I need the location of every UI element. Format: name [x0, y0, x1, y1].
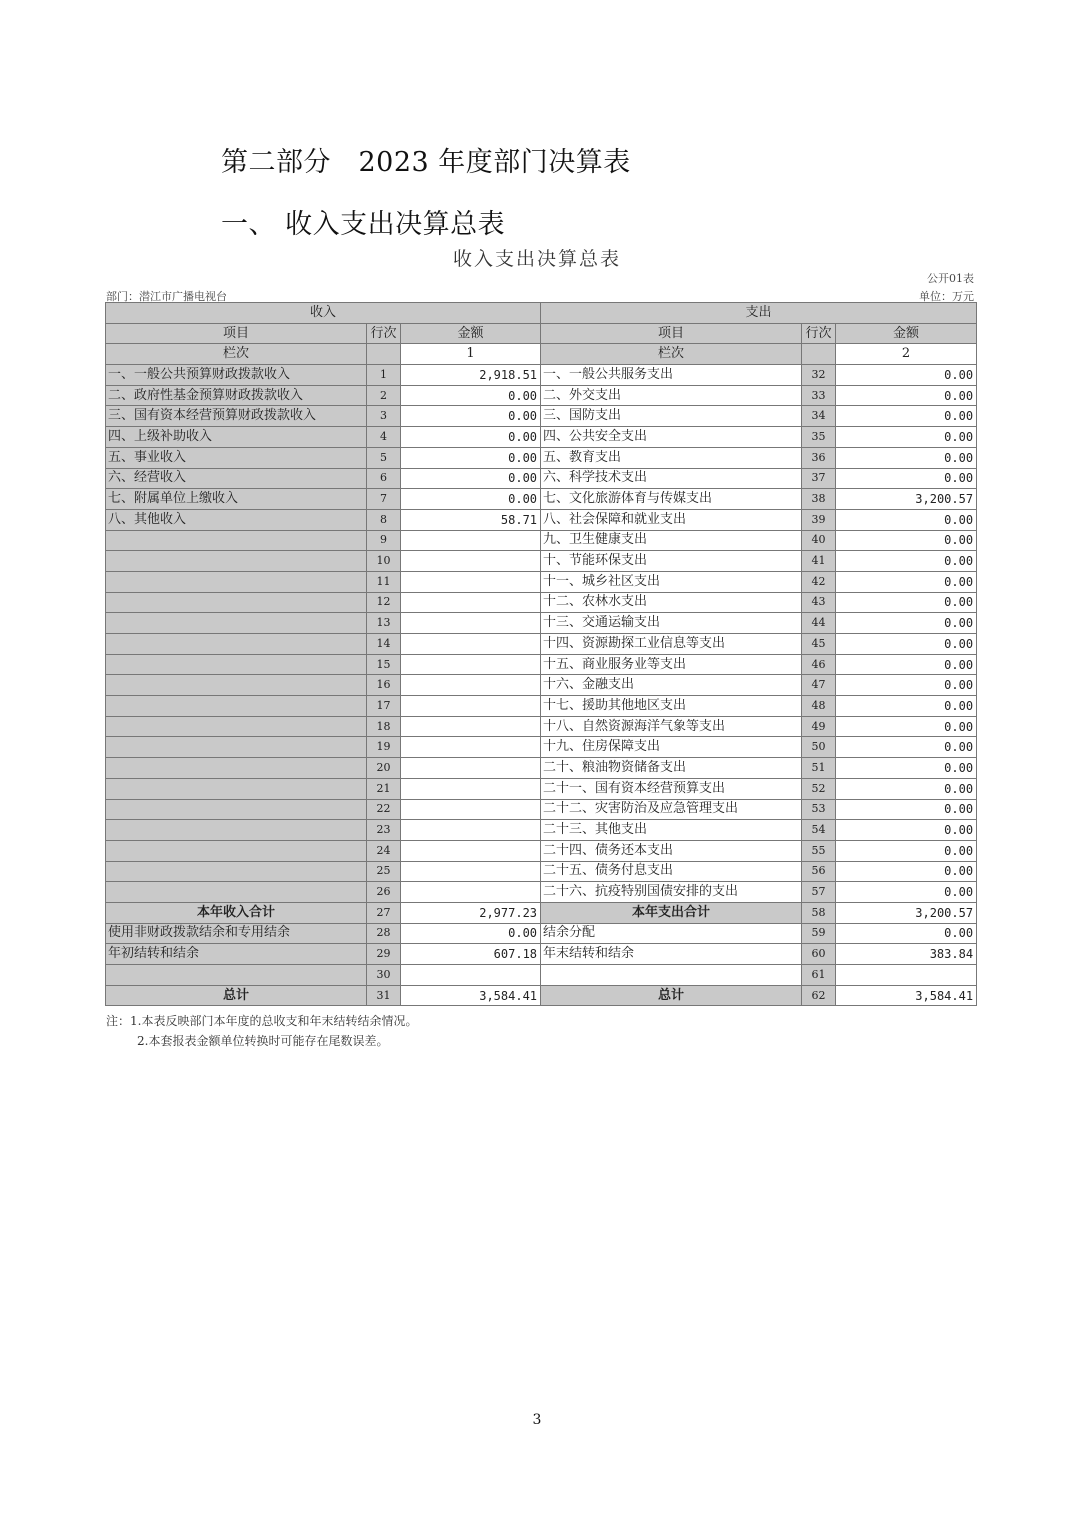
income-row-no: 23 — [367, 820, 401, 841]
expense-item: 二十一、国有资本经营预算支出 — [541, 778, 802, 799]
expense-amount: 0.00 — [836, 820, 977, 841]
expense-column-label: 栏次 — [541, 344, 802, 365]
expense-row-no: 56 — [802, 861, 836, 882]
expense-item: 二十、粮油物资储备支出 — [541, 758, 802, 779]
income-row-no: 25 — [367, 861, 401, 882]
income-row-no: 7 — [367, 489, 401, 510]
expense-column-blank — [802, 344, 836, 365]
income-item — [106, 696, 367, 717]
table-row — [106, 737, 977, 758]
table-row — [106, 613, 977, 634]
expense-amount: 0.00 — [836, 778, 977, 799]
expense-row-no: 59 — [802, 923, 836, 944]
income-item — [106, 737, 367, 758]
expense-row-no: 42 — [802, 571, 836, 592]
income-row-no: 14 — [367, 634, 401, 655]
expense-amount: 0.00 — [836, 696, 977, 717]
table-row — [106, 509, 977, 530]
expense-row-no: 60 — [802, 944, 836, 965]
expense-row-no: 44 — [802, 613, 836, 634]
income-row-no: 30 — [367, 965, 401, 986]
income-item — [106, 820, 367, 841]
expense-row-no: 34 — [802, 406, 836, 427]
income-item: 二、政府性基金预算财政拨款收入 — [106, 385, 367, 406]
expense-item: 十九、住房保障支出 — [541, 737, 802, 758]
unit-label: 单位：万元 — [919, 290, 974, 303]
income-item: 四、上级补助收入 — [106, 427, 367, 448]
expense-item: 十四、资源勘探工业信息等支出 — [541, 634, 802, 655]
expense-item: 十三、交通运输支出 — [541, 613, 802, 634]
expense-amount: 0.00 — [836, 861, 977, 882]
table-row — [106, 592, 977, 613]
budget-summary-table — [105, 302, 977, 1006]
expense-amount: 0.00 — [836, 447, 977, 468]
income-amount: 0.00 — [401, 489, 541, 510]
table-row — [106, 675, 977, 696]
expense-row-no: 43 — [802, 592, 836, 613]
table-row — [106, 882, 977, 903]
expense-item: 二十四、债务还本支出 — [541, 840, 802, 861]
expense-column-number: 2 — [836, 344, 977, 365]
expense-item: 二十六、抗疫特别国债安排的支出 — [541, 882, 802, 903]
income-item — [106, 654, 367, 675]
expense-rowno-header: 行次 — [802, 323, 836, 344]
expense-amount: 0.00 — [836, 509, 977, 530]
expense-item-header: 项目 — [541, 323, 802, 344]
page-number: 3 — [532, 1412, 542, 1428]
table-row — [106, 778, 977, 799]
income-amount — [401, 592, 541, 613]
income-item — [106, 882, 367, 903]
expense-item: 七、文化旅游体育与传媒支出 — [541, 489, 802, 510]
table-row — [106, 571, 977, 592]
expense-amount: 0.00 — [836, 654, 977, 675]
income-item: 总计 — [106, 985, 367, 1006]
income-row-no: 16 — [367, 675, 401, 696]
table-row — [106, 716, 977, 737]
income-item: 三、国有资本经营预算财政拨款收入 — [106, 406, 367, 427]
income-item — [106, 840, 367, 861]
expense-item: 本年支出合计 — [541, 902, 802, 923]
expense-item: 二、外交支出 — [541, 385, 802, 406]
expense-row-no: 35 — [802, 427, 836, 448]
expense-row-no: 50 — [802, 737, 836, 758]
income-row-no: 6 — [367, 468, 401, 489]
expense-amount: 3,200.57 — [836, 489, 977, 510]
income-row-no: 3 — [367, 406, 401, 427]
table-row — [106, 965, 977, 986]
income-amount — [401, 778, 541, 799]
expense-amount: 0.00 — [836, 923, 977, 944]
expense-row-no: 39 — [802, 509, 836, 530]
income-row-no: 24 — [367, 840, 401, 861]
expense-row-no: 38 — [802, 489, 836, 510]
expense-row-no: 40 — [802, 530, 836, 551]
expense-row-no: 55 — [802, 840, 836, 861]
table-row — [106, 551, 977, 572]
income-amount: 0.00 — [401, 406, 541, 427]
table-row — [106, 447, 977, 468]
income-row-no: 28 — [367, 923, 401, 944]
expense-item: 十六、金融支出 — [541, 675, 802, 696]
income-row-no: 26 — [367, 882, 401, 903]
income-amount — [401, 799, 541, 820]
expense-row-no: 46 — [802, 654, 836, 675]
expense-row-no: 37 — [802, 468, 836, 489]
expense-header: 支出 — [541, 303, 977, 324]
income-item: 年初结转和结余 — [106, 944, 367, 965]
income-item — [106, 965, 367, 986]
income-item — [106, 778, 367, 799]
income-item: 八、其他收入 — [106, 509, 367, 530]
expense-item: 十、节能环保支出 — [541, 551, 802, 572]
expense-amount: 0.00 — [836, 882, 977, 903]
income-header: 收入 — [106, 303, 541, 324]
expense-item: 六、科学技术支出 — [541, 468, 802, 489]
expense-amount: 0.00 — [836, 716, 977, 737]
income-row-no: 17 — [367, 696, 401, 717]
income-item: 使用非财政拨款结余和专用结余 — [106, 923, 367, 944]
expense-item: 三、国防支出 — [541, 406, 802, 427]
income-amount-header: 金额 — [401, 323, 541, 344]
expense-row-no: 36 — [802, 447, 836, 468]
expense-amount: 0.00 — [836, 406, 977, 427]
income-row-no: 31 — [367, 985, 401, 1006]
income-row-no: 27 — [367, 902, 401, 923]
income-row-no: 1 — [367, 365, 401, 386]
department-label: 部门：潜江市广播电视台 — [106, 290, 227, 303]
note-1: 注：1.本表反映部门本年度的总收支和年末结转结余情况。 — [106, 1014, 418, 1028]
expense-row-no: 47 — [802, 675, 836, 696]
expense-amount: 0.00 — [836, 613, 977, 634]
income-row-no: 12 — [367, 592, 401, 613]
form-id: 公开01表 — [927, 272, 974, 285]
income-amount — [401, 840, 541, 861]
expense-row-no: 52 — [802, 778, 836, 799]
expense-item: 九、卫生健康支出 — [541, 530, 802, 551]
income-amount: 0.00 — [401, 923, 541, 944]
expense-item: 十七、援助其他地区支出 — [541, 696, 802, 717]
income-amount — [401, 654, 541, 675]
income-amount — [401, 613, 541, 634]
expense-row-no: 57 — [802, 882, 836, 903]
income-row-no: 5 — [367, 447, 401, 468]
expense-item: 四、公共安全支出 — [541, 427, 802, 448]
table-row — [106, 985, 977, 1006]
income-amount — [401, 861, 541, 882]
income-item — [106, 861, 367, 882]
income-amount — [401, 571, 541, 592]
expense-item — [541, 965, 802, 986]
table-row — [106, 385, 977, 406]
expense-amount: 0.00 — [836, 530, 977, 551]
income-rowno-header: 行次 — [367, 323, 401, 344]
table-row — [106, 489, 977, 510]
expense-amount: 0.00 — [836, 758, 977, 779]
expense-row-no: 54 — [802, 820, 836, 841]
income-amount — [401, 737, 541, 758]
income-row-no: 15 — [367, 654, 401, 675]
expense-row-no: 41 — [802, 551, 836, 572]
table-row — [106, 406, 977, 427]
table-row — [106, 840, 977, 861]
income-amount: 3,584.41 — [401, 985, 541, 1006]
income-row-no: 11 — [367, 571, 401, 592]
income-item — [106, 634, 367, 655]
expense-row-no: 58 — [802, 902, 836, 923]
expense-item: 十八、自然资源海洋气象等支出 — [541, 716, 802, 737]
income-row-no: 29 — [367, 944, 401, 965]
income-amount: 2,918.51 — [401, 365, 541, 386]
expense-item: 十二、农林水支出 — [541, 592, 802, 613]
income-item: 六、经营收入 — [106, 468, 367, 489]
expense-item: 一、一般公共服务支出 — [541, 365, 802, 386]
expense-amount: 0.00 — [836, 634, 977, 655]
income-amount — [401, 716, 541, 737]
expense-item: 总计 — [541, 985, 802, 1006]
table-row — [106, 654, 977, 675]
table-body — [106, 365, 977, 1006]
expense-row-no: 53 — [802, 799, 836, 820]
income-item — [106, 716, 367, 737]
expense-row-no: 61 — [802, 965, 836, 986]
section-title: 一、 收入支出决算总表 — [221, 209, 506, 240]
expense-item: 十一、城乡社区支出 — [541, 571, 802, 592]
expense-amount: 0.00 — [836, 468, 977, 489]
expense-row-no: 51 — [802, 758, 836, 779]
income-item: 本年收入合计 — [106, 902, 367, 923]
income-amount — [401, 530, 541, 551]
expense-row-no: 45 — [802, 634, 836, 655]
income-row-no: 20 — [367, 758, 401, 779]
income-item — [106, 530, 367, 551]
income-amount — [401, 675, 541, 696]
expense-amount: 0.00 — [836, 551, 977, 572]
table-row — [106, 530, 977, 551]
income-item: 七、附属单位上缴收入 — [106, 489, 367, 510]
table-row — [106, 923, 977, 944]
expense-item: 结余分配 — [541, 923, 802, 944]
expense-row-no: 33 — [802, 385, 836, 406]
table-row — [106, 758, 977, 779]
expense-amount: 383.84 — [836, 944, 977, 965]
table-row — [106, 365, 977, 386]
expense-amount: 3,200.57 — [836, 902, 977, 923]
income-amount — [401, 634, 541, 655]
expense-item: 年末结转和结余 — [541, 944, 802, 965]
page-heading: 第二部分 2023 年度部门决算表 — [221, 147, 631, 178]
income-column-blank — [367, 344, 401, 365]
table-row — [106, 427, 977, 448]
note-2: 2.本套报表金额单位转换时可能存在尾数误差。 — [137, 1034, 389, 1048]
income-item-header: 项目 — [106, 323, 367, 344]
expense-row-no: 62 — [802, 985, 836, 1006]
income-amount — [401, 820, 541, 841]
table-row — [106, 861, 977, 882]
income-item — [106, 571, 367, 592]
income-item: 五、事业收入 — [106, 447, 367, 468]
income-item — [106, 799, 367, 820]
income-row-no: 2 — [367, 385, 401, 406]
income-row-no: 8 — [367, 509, 401, 530]
expense-item: 十五、商业服务业等支出 — [541, 654, 802, 675]
income-row-no: 18 — [367, 716, 401, 737]
income-amount — [401, 758, 541, 779]
income-amount: 0.00 — [401, 385, 541, 406]
income-amount: 0.00 — [401, 447, 541, 468]
expense-amount: 0.00 — [836, 365, 977, 386]
expense-amount: 0.00 — [836, 799, 977, 820]
table-row — [106, 944, 977, 965]
income-item — [106, 613, 367, 634]
table-caption: 收入支出决算总表 — [452, 248, 621, 270]
expense-item: 二十三、其他支出 — [541, 820, 802, 841]
income-amount — [401, 882, 541, 903]
income-item — [106, 551, 367, 572]
income-amount: 2,977.23 — [401, 902, 541, 923]
income-amount: 0.00 — [401, 427, 541, 448]
expense-amount: 0.00 — [836, 737, 977, 758]
income-row-no: 21 — [367, 778, 401, 799]
expense-amount: 0.00 — [836, 385, 977, 406]
income-amount: 0.00 — [401, 468, 541, 489]
income-row-no: 9 — [367, 530, 401, 551]
expense-item: 五、教育支出 — [541, 447, 802, 468]
income-amount — [401, 965, 541, 986]
income-item — [106, 592, 367, 613]
income-amount: 607.18 — [401, 944, 541, 965]
income-amount — [401, 696, 541, 717]
income-amount: 58.71 — [401, 509, 541, 530]
income-item — [106, 675, 367, 696]
expense-item: 二十二、灾害防治及应急管理支出 — [541, 799, 802, 820]
income-item — [106, 758, 367, 779]
table-row — [106, 820, 977, 841]
expense-amount-header: 金额 — [836, 323, 977, 344]
income-item: 一、一般公共预算财政拨款收入 — [106, 365, 367, 386]
expense-row-no: 32 — [802, 365, 836, 386]
expense-amount: 0.00 — [836, 592, 977, 613]
expense-amount — [836, 965, 977, 986]
expense-amount: 0.00 — [836, 675, 977, 696]
income-row-no: 19 — [367, 737, 401, 758]
expense-amount: 0.00 — [836, 427, 977, 448]
expense-amount: 3,584.41 — [836, 985, 977, 1006]
income-row-no: 22 — [367, 799, 401, 820]
income-row-no: 13 — [367, 613, 401, 634]
income-column-number: 1 — [401, 344, 541, 365]
expense-item: 二十五、债务付息支出 — [541, 861, 802, 882]
expense-item: 八、社会保障和就业支出 — [541, 509, 802, 530]
income-row-no: 10 — [367, 551, 401, 572]
expense-row-no: 49 — [802, 716, 836, 737]
expense-amount: 0.00 — [836, 571, 977, 592]
table-row — [106, 902, 977, 923]
income-column-label: 栏次 — [106, 344, 367, 365]
income-amount — [401, 551, 541, 572]
table-row — [106, 468, 977, 489]
expense-amount: 0.00 — [836, 840, 977, 861]
expense-row-no: 48 — [802, 696, 836, 717]
table-row — [106, 634, 977, 655]
table-row — [106, 696, 977, 717]
income-row-no: 4 — [367, 427, 401, 448]
table-row — [106, 799, 977, 820]
